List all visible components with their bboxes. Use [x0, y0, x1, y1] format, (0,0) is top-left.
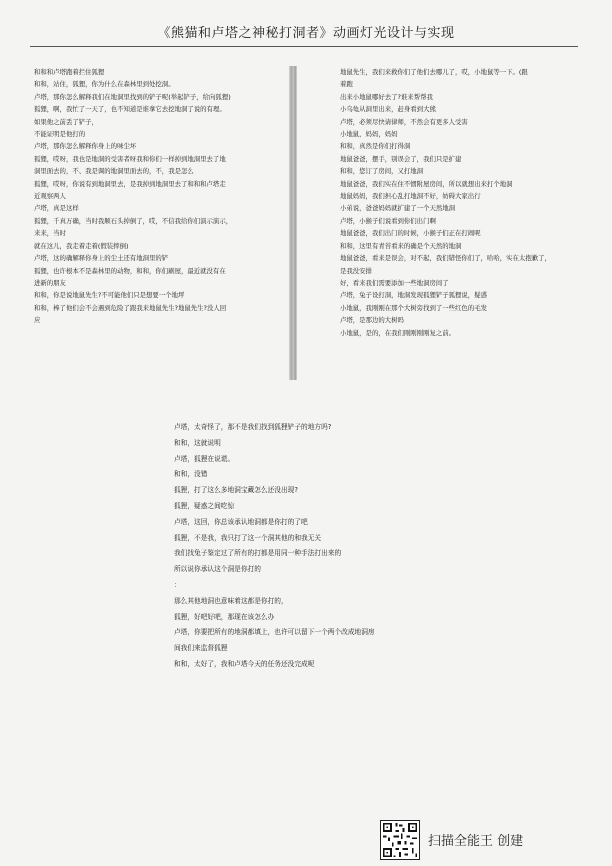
- text-line: 和和，站住，狐狸，你为什么在森林里到处挖洞。: [34, 80, 175, 89]
- text-line: 地鼠妈妈，我们担心乱打地洞不好，妨碍大家出行: [340, 192, 481, 201]
- text-line: 来来，当时: [34, 229, 66, 238]
- text-line: 卢塔，小猴子们说看到你们出门啊: [340, 216, 436, 225]
- text-line: 和和，你是说地鼠先生?不可能他们只是想要一个地坪: [34, 291, 185, 300]
- text-line: 和和，您订了房间，又打地洞: [340, 167, 424, 176]
- text-line: 狐狸，哎呀，我也是地洞的受害者呀我和你们一样掉到地洞里去了地: [34, 154, 226, 163]
- text-line: 地鼠先生，我们来救你们了他们去哪儿了，哎，小地鼠等一下。(跟: [340, 68, 528, 76]
- text-line: 地鼠爸爸，我们实在住不惯附屋房间，所以就想出来打个地洞: [340, 179, 513, 188]
- text-line: 和和，太好了，我和卢塔今天的任务还没完成呢: [174, 659, 315, 668]
- text-line: 地鼠爸爸，摆手，别误会了，我们只是扩建: [340, 154, 462, 163]
- text-line: 不能证明是他打的: [34, 130, 86, 139]
- text-line: 和和，这里有青苔看来的确是个天然的地洞: [340, 241, 462, 250]
- text-line: 狐狸，千真万确，当时我顺石头掉倒了，哎，不信我给你们演示演示，: [34, 216, 233, 225]
- text-line: 出来小地鼠哪好去了?谁来帮帮我: [340, 92, 433, 101]
- text-line: 卢塔，是那边的大树吗: [340, 316, 404, 325]
- text-line: 卢塔，必须尽快请律师，不然会有更多人受害: [340, 117, 468, 126]
- text-line: 地鼠爸爸，看来是误会，对不起，我们错怪你们了，哈哈，实在太抱歉了，: [340, 254, 551, 263]
- text-line: 我们找兔子鉴定过了所有的打都是用同一种手法打出来的: [174, 549, 342, 558]
- text-line: 卢塔，太奇怪了，那不是我们找到狐狸铲子的地方吗?: [174, 423, 332, 431]
- text-line: 小地鼠，妈妈，妈妈: [340, 130, 398, 139]
- bottom-column: [174, 420, 504, 673]
- text-line: 地鼠爸爸，我们出门的时候，小猴子们正在打闹呢: [340, 229, 481, 238]
- text-line: 狐狸，好吧好吧，那现在该怎么办: [174, 612, 275, 621]
- text-line: 小弟说，爸爸妈妈就扩建了一个天然地洞: [340, 204, 456, 213]
- text-line: 进新的朋友: [34, 278, 66, 287]
- text-line: 近观察两人: [34, 192, 66, 201]
- text-line: 洞里面去的，不、我是调的地洞里面去的，不，我是怎么: [34, 167, 194, 176]
- text-line: 狐狸，也许根本不是森林里的动物，和和，你们刷屋，最近就没有在: [34, 266, 226, 275]
- column-divider: [289, 66, 297, 380]
- page-title: 《熊猫和卢塔之神秘打洞者》动画灯光设计与实现: [157, 26, 455, 41]
- text-line: 卢塔，兔子设打洞，地洞发现狐狸铲子狐狸说，疑惑: [340, 291, 487, 300]
- text-line: 小地鼠，是的，在我们刚刚刚刚复之前。: [340, 328, 456, 337]
- title-rule: [30, 46, 578, 47]
- text-line: 卢塔，这的确解释你身上的尘土还有地洞里的铲: [34, 254, 169, 263]
- left-column: [34, 66, 280, 327]
- text-line: 狐狸，哎呀，你说有到地洞里去，是我掉到地洞里去了和和和卢塔走: [34, 179, 226, 188]
- text-line: 好，看来我们需要添加一些地洞房间了: [340, 278, 449, 287]
- text-line: 和和和卢塔跑着拦住狐狸: [34, 68, 105, 76]
- text-line: 和和，这就说明: [174, 438, 221, 447]
- text-line: 卢塔，真是这样: [34, 204, 79, 213]
- text-line: 应: [34, 316, 41, 325]
- text-line: 和和，没错: [174, 470, 208, 479]
- scanner-watermark: 扫描全能王 创建: [428, 834, 524, 849]
- text-line: 卢塔，狐狸在说谎。: [174, 454, 235, 463]
- text-line: 着跑: [340, 80, 353, 89]
- text-line: 狐狸，不是我，我只打了这一个洞其他的和我无关: [174, 533, 322, 542]
- text-line: 小乌龟从洞里出来，赶身看到大熊: [340, 105, 436, 114]
- text-line: 就在这儿，我走着走着(假装摔倒): [34, 241, 129, 250]
- text-line: ：: [174, 580, 181, 589]
- text-line: 卢塔，你要把所有的地洞都填上，也许可以留下一个两个改成地洞房: [174, 628, 375, 637]
- text-line: 狐狸，啊，我忙了一天了，也不知道是谁拿它去挖地洞了说的有理。: [34, 105, 226, 114]
- text-line: 狐狸，打了这么多地洞宝藏怎么还没出现?: [174, 486, 298, 495]
- qr-code-icon: [380, 820, 420, 860]
- text-line: 卢塔，这回，你总该承认地洞都是你打的了吧: [174, 517, 308, 526]
- text-line: 间我们来监督狐狸: [174, 644, 228, 653]
- text-line: 是我没安排: [340, 266, 372, 275]
- text-line: 小地鼠，我刚刚在那个大树旁找到了一些红色的毛发: [340, 303, 487, 312]
- text-line: 卢塔，那你怎么解释你身上的味尘坏: [34, 142, 137, 151]
- right-column: [340, 66, 578, 339]
- text-line: 卢塔，那你怎么解释我们在地洞里找到的铲子呢(举起铲子，给向狐狸): [34, 92, 231, 101]
- text-line: 狐狸，疑惑之间吃惊: [174, 501, 235, 510]
- text-line: 所以说你承认这个洞是你打的: [174, 565, 261, 574]
- text-line: 和和，真然是你们打得洞: [340, 142, 411, 151]
- text-line: 那么其他地洞也意味着这都是你打的，: [174, 596, 288, 605]
- text-line: 如果他之前丢了铲子，: [34, 117, 98, 126]
- text-line: 和和，棒了他们会不会遇到危险了跟我来地鼠先生?地鼠先生?没人回: [34, 303, 227, 312]
